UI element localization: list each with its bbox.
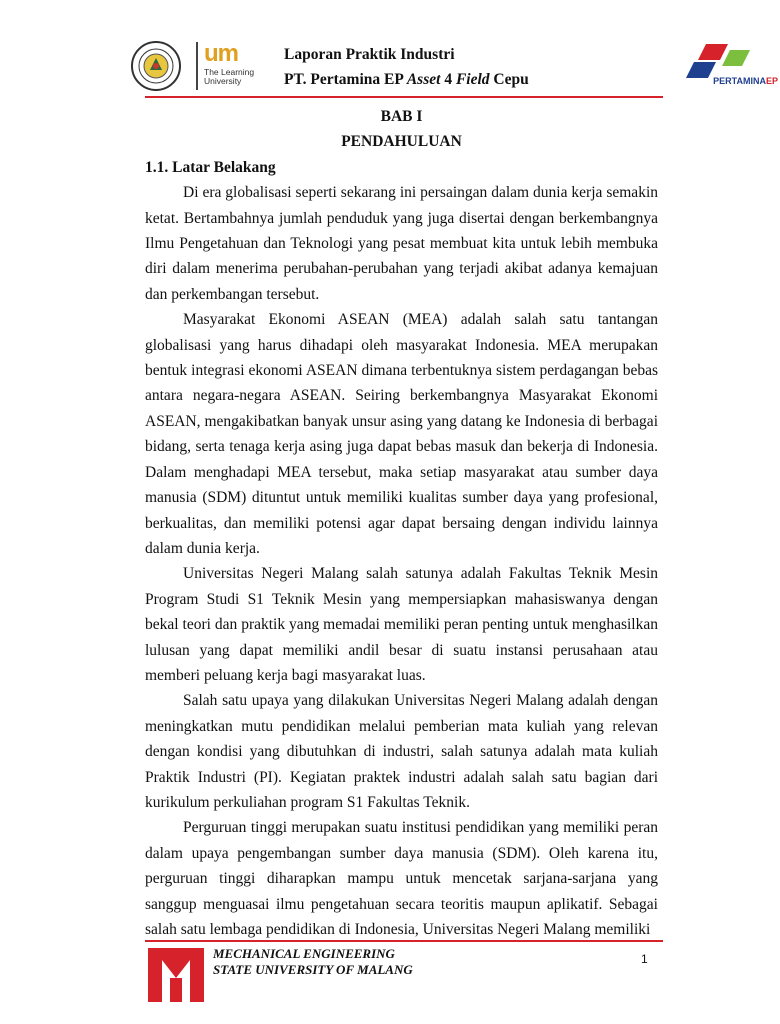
- um-logo-tagline: [204, 68, 254, 86]
- pertamina-logo-text: PERTAMINAEP: [713, 76, 778, 86]
- tagline-line-2: University: [204, 76, 242, 86]
- footer-rule: [145, 940, 663, 942]
- footer-institution: [213, 946, 413, 978]
- section-heading: 1.1. Latar Belakang: [145, 158, 276, 176]
- paragraph: Salah satu upaya yang dilakukan Universitas Negeri Malang adalah dengan meningkatkan mutu pendidikan melalui pemberian mata kuliah yang relevan dengan kondisi yang dibutuhkan di industri, salah satunya adalah mata kuliah Praktik Industri (PI). Kegiatan praktek industri adalah salah satu bagian dari kurikulum perkuliahan program S1 Fakultas Teknik.: [145, 692, 658, 811]
- um-logo: um: [204, 40, 238, 67]
- footer-line-1: MECHANICAL ENGINEERING: [213, 946, 395, 961]
- tagline-line-1: The Learning: [204, 67, 255, 77]
- paragraph: Masyarakat Ekonomi ASEAN (MEA) adalah salah satu tantangan globalisasi yang harus dihadapi oleh masyarakat Indonesia. MEA merupakan bentuk integrasi ekonomi ASEAN dimana terbentuknya sistem perdagangan bebas antara negara-negara ASEAN. Seiring berkembangnya Masyarakat Ekonomi ASEAN, mengakibatkan banyak unsur asing yang datang ke Indonesia di berbagai bidang, serta tenaga kerja asing juga dapat bebas masuk dan bekerja di Indonesia. Dalam menghadapi MEA tersebut, maka setiap masyarakat atau sumber daya manusia (SDM) dituntut untuk memiliki kualitas sumber daya yang profesional, berkualitas, dan memiliki potensi agar dapat bersaing dengan individu lainnya dalam dunia kerja.: [145, 311, 658, 557]
- page-number: 1: [641, 952, 648, 966]
- chapter-number: BAB I: [380, 108, 423, 125]
- header-rule: [145, 96, 663, 98]
- mechanical-engineering-logo-icon: [148, 948, 204, 1002]
- paragraph: Perguruan tinggi merupakan suatu institusi pendidikan yang memiliki peran dalam upaya pengembangan sumber daya manusia (SDM). Oleh karena itu, perguruan tinggi diharapkan mampu untuk mencetak sarjana-sarjana yang sanggup menguasai ilmu pengetahuan secara teoritis maupun aplikatif. Sebagai salah satu lembaga pendidikan di Indonesia, Universitas Negeri Malang memiliki: [145, 819, 658, 938]
- header-title: [284, 42, 529, 92]
- page-header: [130, 38, 778, 94]
- header-line-1: Laporan Praktik Industri: [284, 46, 455, 63]
- paragraph: Di era globalisasi seperti sekarang ini persaingan dalam dunia kerja semakin ketat. Bertambahnya jumlah penduduk yang juga disertai dengan berkembangnya Ilmu Pengetahuan dan Teknologi yang pesat membuat kita untuk lebih membuka diri dalam menerima perubahan-perubahan yang terjadi akibat adanya kemajuan dan perkembangan tersebut.: [145, 184, 658, 303]
- logo-divider: [196, 42, 198, 90]
- footer-line-2: STATE UNIVERSITY OF MALANG: [213, 962, 413, 977]
- chapter-title: PENDAHULUAN: [341, 133, 462, 151]
- paragraph: Universitas Negeri Malang salah satunya adalah Fakultas Teknik Mesin Program Studi S1 Teknik Mesin yang mempersiapkan mahasiswanya dengan bekal teori dan praktik yang memadai memiliki peran penting untuk menghasilkan lulusan yang dapat memiliki andil besar di suatu instansi perusahaan atau memberi peluang kerja bagi masyarakat luas.: [145, 565, 658, 684]
- document-body: [145, 104, 658, 942]
- header-line-2: PT. Pertamina EP Asset 4 Field Cepu: [284, 71, 529, 88]
- university-seal-icon: [130, 40, 182, 92]
